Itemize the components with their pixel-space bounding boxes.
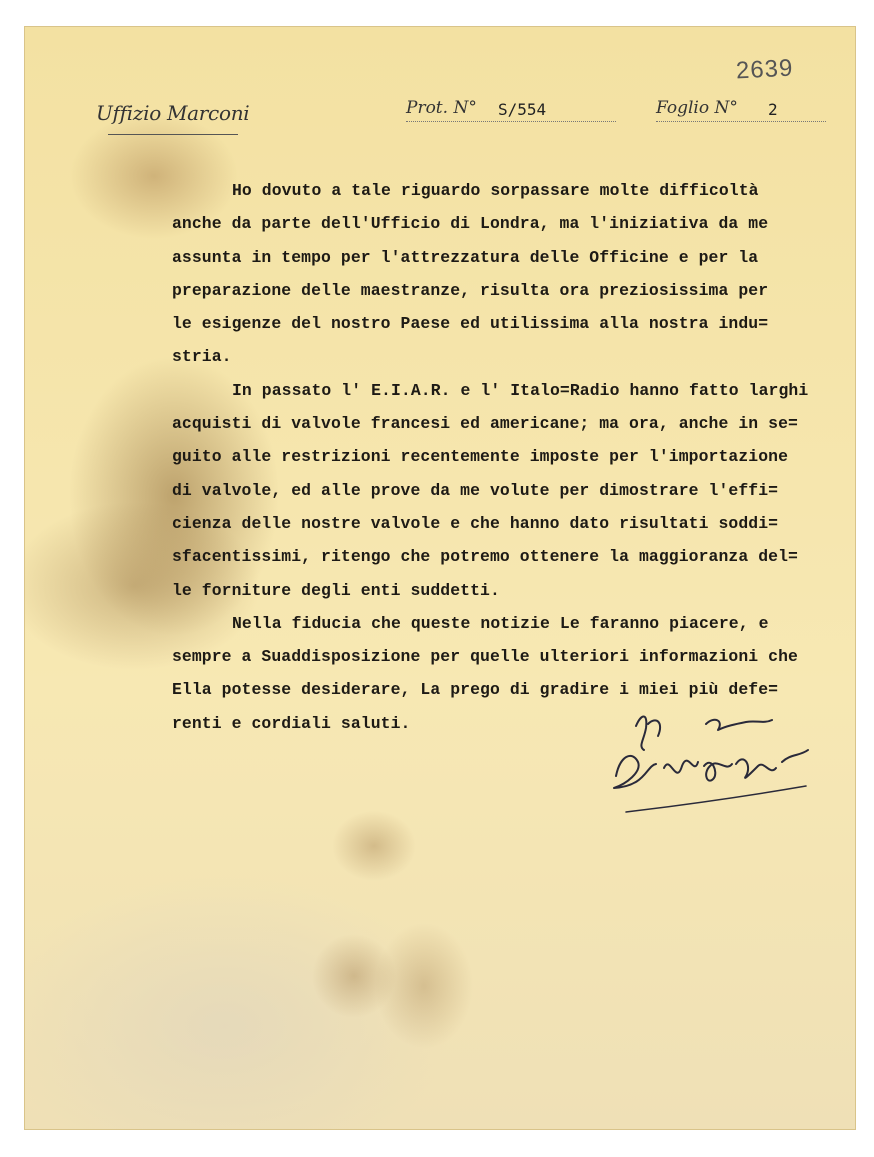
body-line: di valvole, ed alle prove da me volute per dimostrare l'effi= (172, 480, 779, 500)
body-line: Nella fiducia che queste notizie Le faranno piacere, e (232, 613, 769, 633)
body-line: In passato l' E.I.A.R. e l' Italo=Radio hanno fatto larghi (232, 380, 809, 400)
body-line: cienza delle nostre valvole e che hanno dato risultati soddi= (172, 513, 779, 533)
protocol-rule (406, 121, 616, 122)
body-line: Ho dovuto a tale riguardo sorpassare molte difficoltà (232, 181, 759, 200)
body-line: sfacentissimi, ritengo che potremo ottenere la maggioranza del= (172, 547, 798, 567)
letter-body (172, 174, 852, 740)
handwritten-signature (586, 706, 836, 826)
body-line: renti e cordiali saluti. (172, 713, 411, 733)
letterhead: Uffizio Marconi (96, 101, 250, 125)
body-line: le forniture degli enti suddetti. (172, 580, 500, 600)
body-line: sempre a Suaddisposizione per quelle ulteriori informazioni che (172, 647, 798, 667)
body-line: acquisti di valvole francesi ed americane; ma ora, anche in se= (172, 414, 798, 434)
letter-page (24, 26, 856, 1130)
body-line: Ella potesse desiderare, La prego di gradire i miei più defe= (172, 680, 779, 700)
protocol-label: Prot. N° (406, 98, 477, 118)
letterhead-underline (108, 134, 238, 135)
body-line: stria. (172, 347, 232, 367)
archive-number: 2639 (735, 54, 795, 85)
body-line: assunta in tempo per l'attrezzatura delle Officine e per la (172, 247, 759, 267)
body-line: anche da parte dell'Ufficio di Londra, ma l'iniziativa da me (172, 214, 769, 234)
sheet-number: 2 (768, 100, 778, 119)
body-line: guito alle restrizioni recentemente imposte per l'importazione (172, 447, 789, 467)
sheet-label: Foglio N° (656, 98, 738, 118)
sheet-rule (656, 121, 826, 122)
protocol-number: S/554 (498, 100, 547, 119)
body-line: le esigenze del nostro Paese ed utilissima alla nostra indu= (172, 314, 769, 334)
body-line: preparazione delle maestranze, risulta ora preziosissima per (172, 280, 769, 300)
